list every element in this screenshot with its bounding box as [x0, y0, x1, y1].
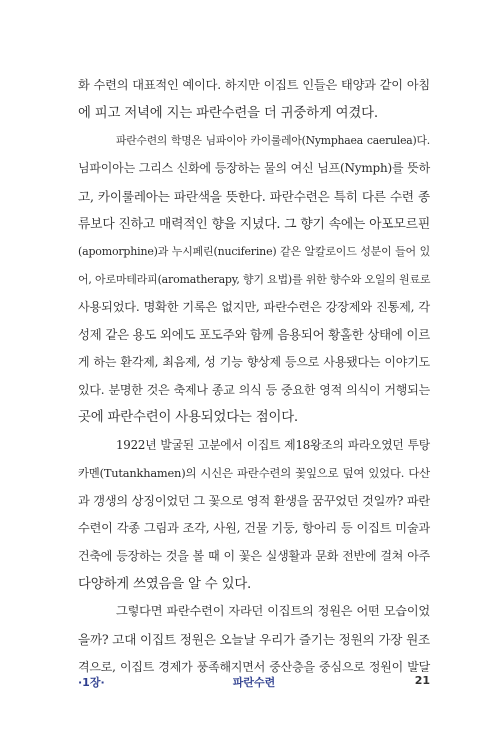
text-line: 그렇다면 파란수련이 자라던 이집트의 정원은 어떤 모습이었 [116, 604, 430, 619]
text-line: 을까? 고대 이집트 정원은 오늘날 우리가 즐기는 정원의 가장 원조 [78, 632, 430, 648]
text-line: 류보다 진하고 매력적인 향을 지녔다. 그 향기 속에는 아포모르핀 [78, 216, 430, 232]
paragraph-4 [78, 598, 430, 681]
paragraph-2 [78, 127, 430, 432]
text-line: 있다. 분명한 것은 축제나 종교 의식 등 중요한 영적 의식이 거행되는 [78, 382, 430, 397]
page-body-text [78, 72, 430, 681]
text-line: 다양하게 쓰였음을 알 수 있다. [78, 576, 252, 592]
text-line: 성제 같은 용도 외에도 포도주와 함께 음용되어 황홀한 상태에 이르 [78, 327, 430, 343]
text-line: 과 갱생의 상징이었던 그 꽃으로 영적 환생을 꿈꾸었던 것일까? 파란 [78, 493, 430, 508]
paragraph-1 [78, 72, 430, 127]
page-footer [78, 674, 430, 690]
text-line: 건축에 등장하는 것을 볼 때 이 꽃은 실생활과 문화 전반에 걸쳐 아주 [78, 548, 430, 563]
text-line: 1922년 발굴된 고분에서 이집트 제18왕조의 파라오였던 투탕 [116, 438, 430, 453]
text-line: 사용되었다. 명확한 기록은 없지만, 파란수련은 강장제와 진통제, 각 [78, 299, 430, 314]
text-line: 카멘(Tutankhamen)의 시신은 파란수련의 꽃잎으로 덮여 있었다. 다산 [78, 465, 430, 480]
text-line: 파란수련의 학명은 님파이아 카이룰레아(Nymphaea caerulea)다. [116, 134, 430, 148]
text-line: 곳에 파란수련이 사용되었다는 점이다. [78, 410, 298, 426]
text-line: (apomorphine)과 누시페린(nuciferine) 같은 알칼로이드 성분이 들어 있 [78, 245, 430, 259]
text-line: 고, 카이룰레아는 파란색을 뜻한다. 파란수련은 특히 다른 수련 종 [78, 188, 430, 204]
chapter-label: ·1장· [78, 676, 105, 689]
text-line: 어, 아로마테라피(aromatherapy, 향기 요법)를 위한 향수와 오일의 원료로 [78, 272, 431, 286]
page-number: 21 [414, 674, 430, 687]
text-line: 격으로, 이집트 경제가 풍족해지면서 중산층을 중심으로 정원이 발달 [78, 659, 430, 674]
text-line: 님파이아는 그리스 신화에 등장하는 물의 여신 님프(Nymph)를 뜻하 [78, 161, 430, 176]
text-line: 화 수련의 대표적인 예이다. 하지만 이집트 인들은 태양과 같이 아침 [78, 78, 430, 92]
text-line: 에 피고 저녁에 지는 파란수련을 더 귀중하게 여겼다. [78, 105, 378, 121]
text-line: 수련이 각종 그림과 조각, 사원, 건물 기둥, 항아리 등 이집트 미술과 [78, 521, 430, 536]
running-title: 파란수련 [232, 676, 276, 689]
paragraph-3 [78, 432, 430, 598]
text-line: 게 하는 환각제, 최음제, 성 기능 향상제 등으로 사용됐다는 이야기도 [78, 355, 430, 370]
